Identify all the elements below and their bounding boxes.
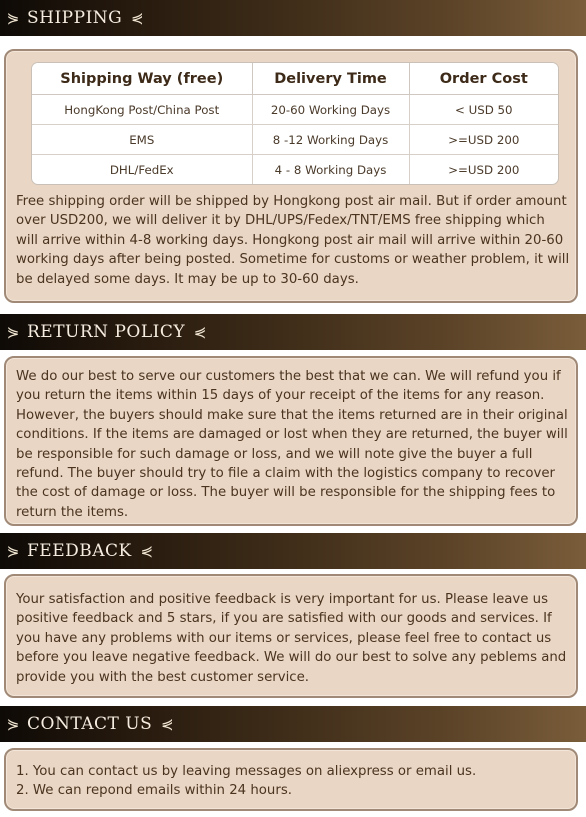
return-policy-text: We do our best to serve our customers the best that we can. We will refund you if you return the items within 15 days of your receipt of the items for any reason. However, the buyers should make sure that the items returned are in their original conditions. If the items are damaged or lost when they are returned, the buyer will be responsible for such damage or loss, and we will note give the buyer a full refund. The buyer should try to file a claim with the logistics company to recover the cost of damage or loss. The buyer will be responsible for the shipping fees to return the items. [16,369,568,520]
shipping-header [0,0,586,36]
ornament-right-icon: ⋞ [130,9,144,27]
table-cell: DHL/FedEx [32,155,252,185]
table-cell: HongKong Post/China Post [32,95,252,125]
shipping-text: Free shipping order will be shipped by Hongkong post air mail. But if order amount over USD200, we will deliver it by DHL/UPS/Fedex/TNT/EMS free shipping which will arrive within 4-8 working days. Hongkong post air mail will arrive within 20-60 working days after being posted. Sometime for customs or weather problem, it will be delayed some days. It may be up to 30-60 days. [16,194,570,287]
shipping-box [4,49,578,303]
contact-us-title: CONTACT US [27,714,153,734]
feedback-text: Your satisfaction and positive feedback is very important for us. Please leave us positive feedback and 5 stars, if you are satisfied with our goods and services. If you have any problems with our items or services, please feel free to contact us before you leave negative feedback. We will do our best to solve any peblems and provide you with the best customer service. [16,592,567,685]
return-policy-title: RETURN POLICY [27,322,186,342]
table-cell: >=USD 200 [448,162,520,177]
ornament-right-icon: ⋞ [160,715,174,733]
feedback-header [0,533,586,569]
table-cell: EMS [32,125,252,155]
shipping-title: SHIPPING [27,8,123,28]
return-policy-header [0,314,586,350]
table-header: Delivery Time [252,63,409,95]
feedback-box [4,574,578,698]
table-row [32,125,558,155]
ornament-left-icon: ⋟ [6,715,20,733]
ornament-right-icon: ⋞ [140,542,154,560]
contact-us-header [0,706,586,742]
ornament-right-icon: ⋞ [193,323,207,341]
table-header: Order Cost [409,63,558,95]
ornament-left-icon: ⋟ [6,542,20,560]
ornament-left-icon: ⋟ [6,323,20,341]
shipping-table [32,63,558,184]
ornament-left-icon: ⋟ [6,9,20,27]
table-header: Shipping Way (free) [32,63,252,95]
feedback-title: FEEDBACK [27,541,132,561]
contact-line: 2. We can repond emails within 24 hours. [16,783,292,798]
return-policy-box [4,356,578,526]
table-cell: >=USD 200 [409,125,558,155]
table-row [32,95,558,125]
table-cell: 4 - 8 Working Days [252,155,409,185]
table-cell: 8 -12 Working Days [252,125,409,155]
table-header-row [32,63,558,95]
table-cell: 20-60 Working Days [252,95,409,125]
table-row [32,155,558,185]
contact-us-box [4,748,578,811]
table-cell: < USD 50 [409,95,558,125]
contact-line: 1. You can contact us by leaving messages on aliexpress or email us. [16,764,477,779]
